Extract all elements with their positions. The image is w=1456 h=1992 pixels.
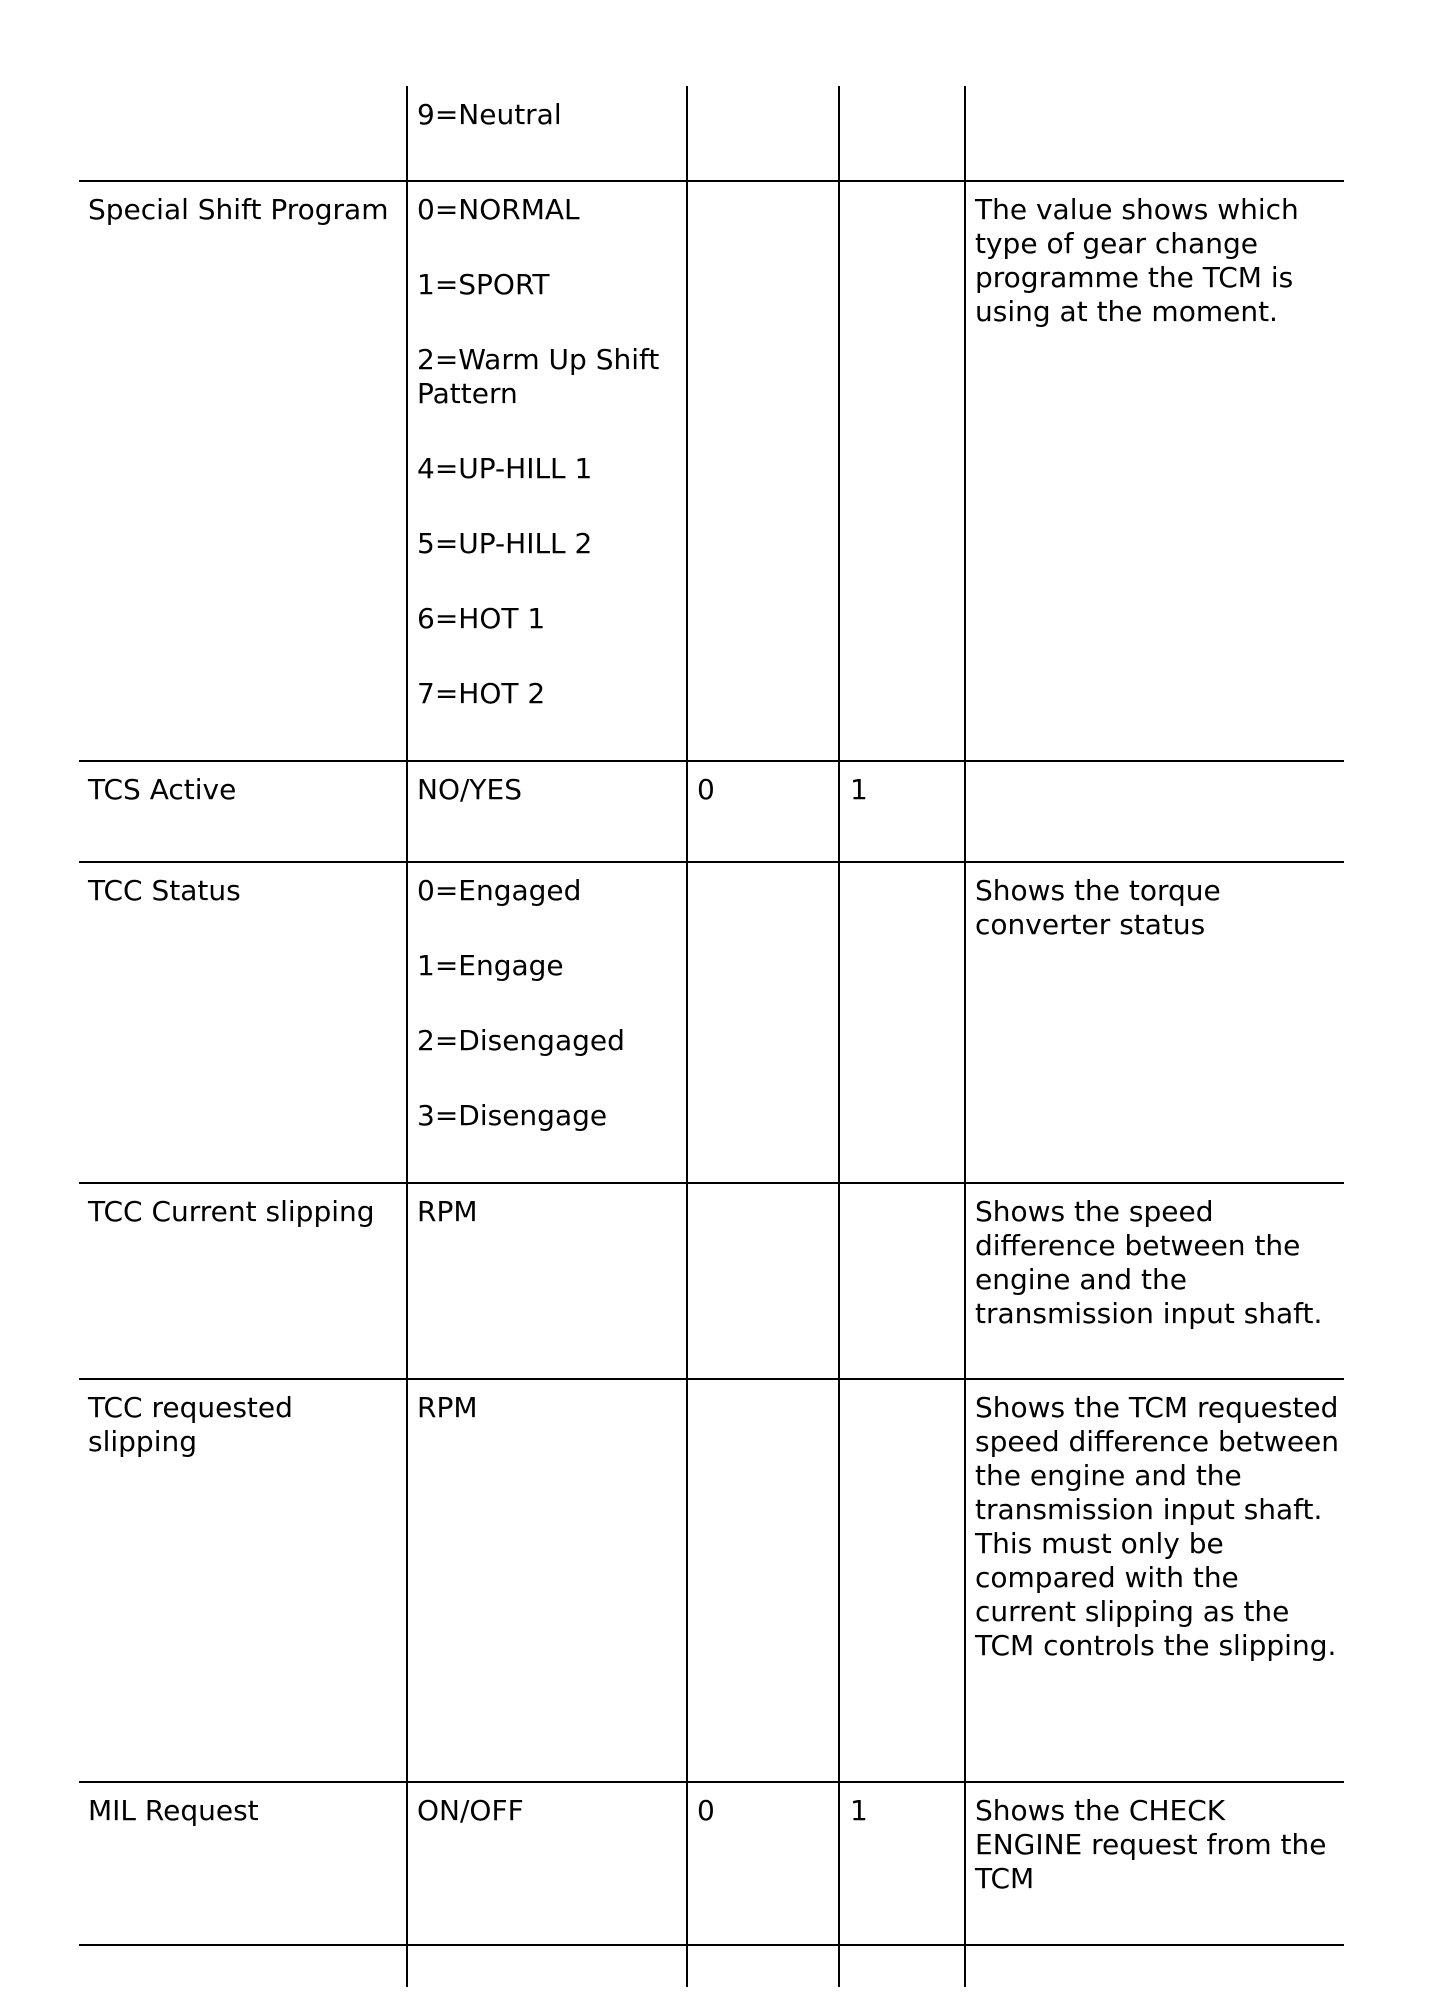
parameter-name: MIL Request	[88, 1794, 259, 1827]
parameter-name: TCC Current slipping	[88, 1195, 375, 1228]
table-row-values	[417, 1195, 478, 1229]
column-divider	[406, 86, 408, 1987]
parameter-description: Shows the TCM requested speed difference between the engine and the transmission input shaft. This must only be compared with the current slipping as the TCM controls the slipping.	[975, 1391, 1340, 1662]
value-option: RPM	[417, 1391, 478, 1424]
value-option: 1=SPORT	[417, 268, 550, 301]
value-option: 6=HOT 1	[417, 602, 546, 635]
max-value: 1	[850, 773, 868, 806]
value-option: 0=NORMAL	[417, 193, 580, 226]
column-divider	[838, 86, 840, 1987]
value-option: 2=Disengaged	[417, 1024, 625, 1057]
parameter-name: TCC requested slipping	[88, 1391, 293, 1458]
table-row-values	[417, 193, 677, 711]
table-row-values	[417, 874, 625, 1133]
parameter-description: The value shows which type of gear change programme the TCM is using at the moment.	[975, 193, 1299, 328]
column-divider	[686, 86, 688, 1987]
value-option: 3=Disengage	[417, 1099, 608, 1132]
parameter-description: Shows the speed difference between the engine and the transmission input shaft.	[975, 1195, 1323, 1330]
min-value: 0	[697, 1794, 715, 1827]
table-row-values	[417, 98, 562, 132]
row-divider	[79, 1944, 1344, 1946]
min-value: 0	[697, 773, 715, 806]
parameter-description: Shows the CHECK ENGINE request from the TCM	[975, 1794, 1327, 1895]
value-option: RPM	[417, 1195, 478, 1228]
value-option: 2=Warm Up Shift Pattern	[417, 343, 660, 410]
table-row-values	[417, 773, 522, 807]
parameter-name: Special Shift Program	[88, 193, 389, 226]
row-divider	[79, 1182, 1344, 1184]
value-option: ON/OFF	[417, 1794, 524, 1827]
value-option: 7=HOT 2	[417, 677, 546, 710]
max-value: 1	[850, 1794, 868, 1827]
row-divider	[79, 1378, 1344, 1380]
parameter-name: TCC Status	[88, 874, 241, 907]
value-option: 1=Engage	[417, 949, 564, 982]
value-option: 9=Neutral	[417, 98, 562, 131]
row-divider	[79, 760, 1344, 762]
row-divider	[79, 180, 1344, 182]
row-divider	[79, 1781, 1344, 1783]
value-option: 4=UP-HILL 1	[417, 452, 593, 485]
value-option: 0=Engaged	[417, 874, 582, 907]
column-divider	[964, 86, 966, 1987]
parameter-name: TCS Active	[88, 773, 237, 806]
table-row-values	[417, 1794, 524, 1828]
table-row-values	[417, 1391, 478, 1425]
value-option: NO/YES	[417, 773, 522, 806]
row-divider	[79, 861, 1344, 863]
parameter-description: Shows the torque converter status	[975, 874, 1221, 941]
value-option: 5=UP-HILL 2	[417, 527, 593, 560]
